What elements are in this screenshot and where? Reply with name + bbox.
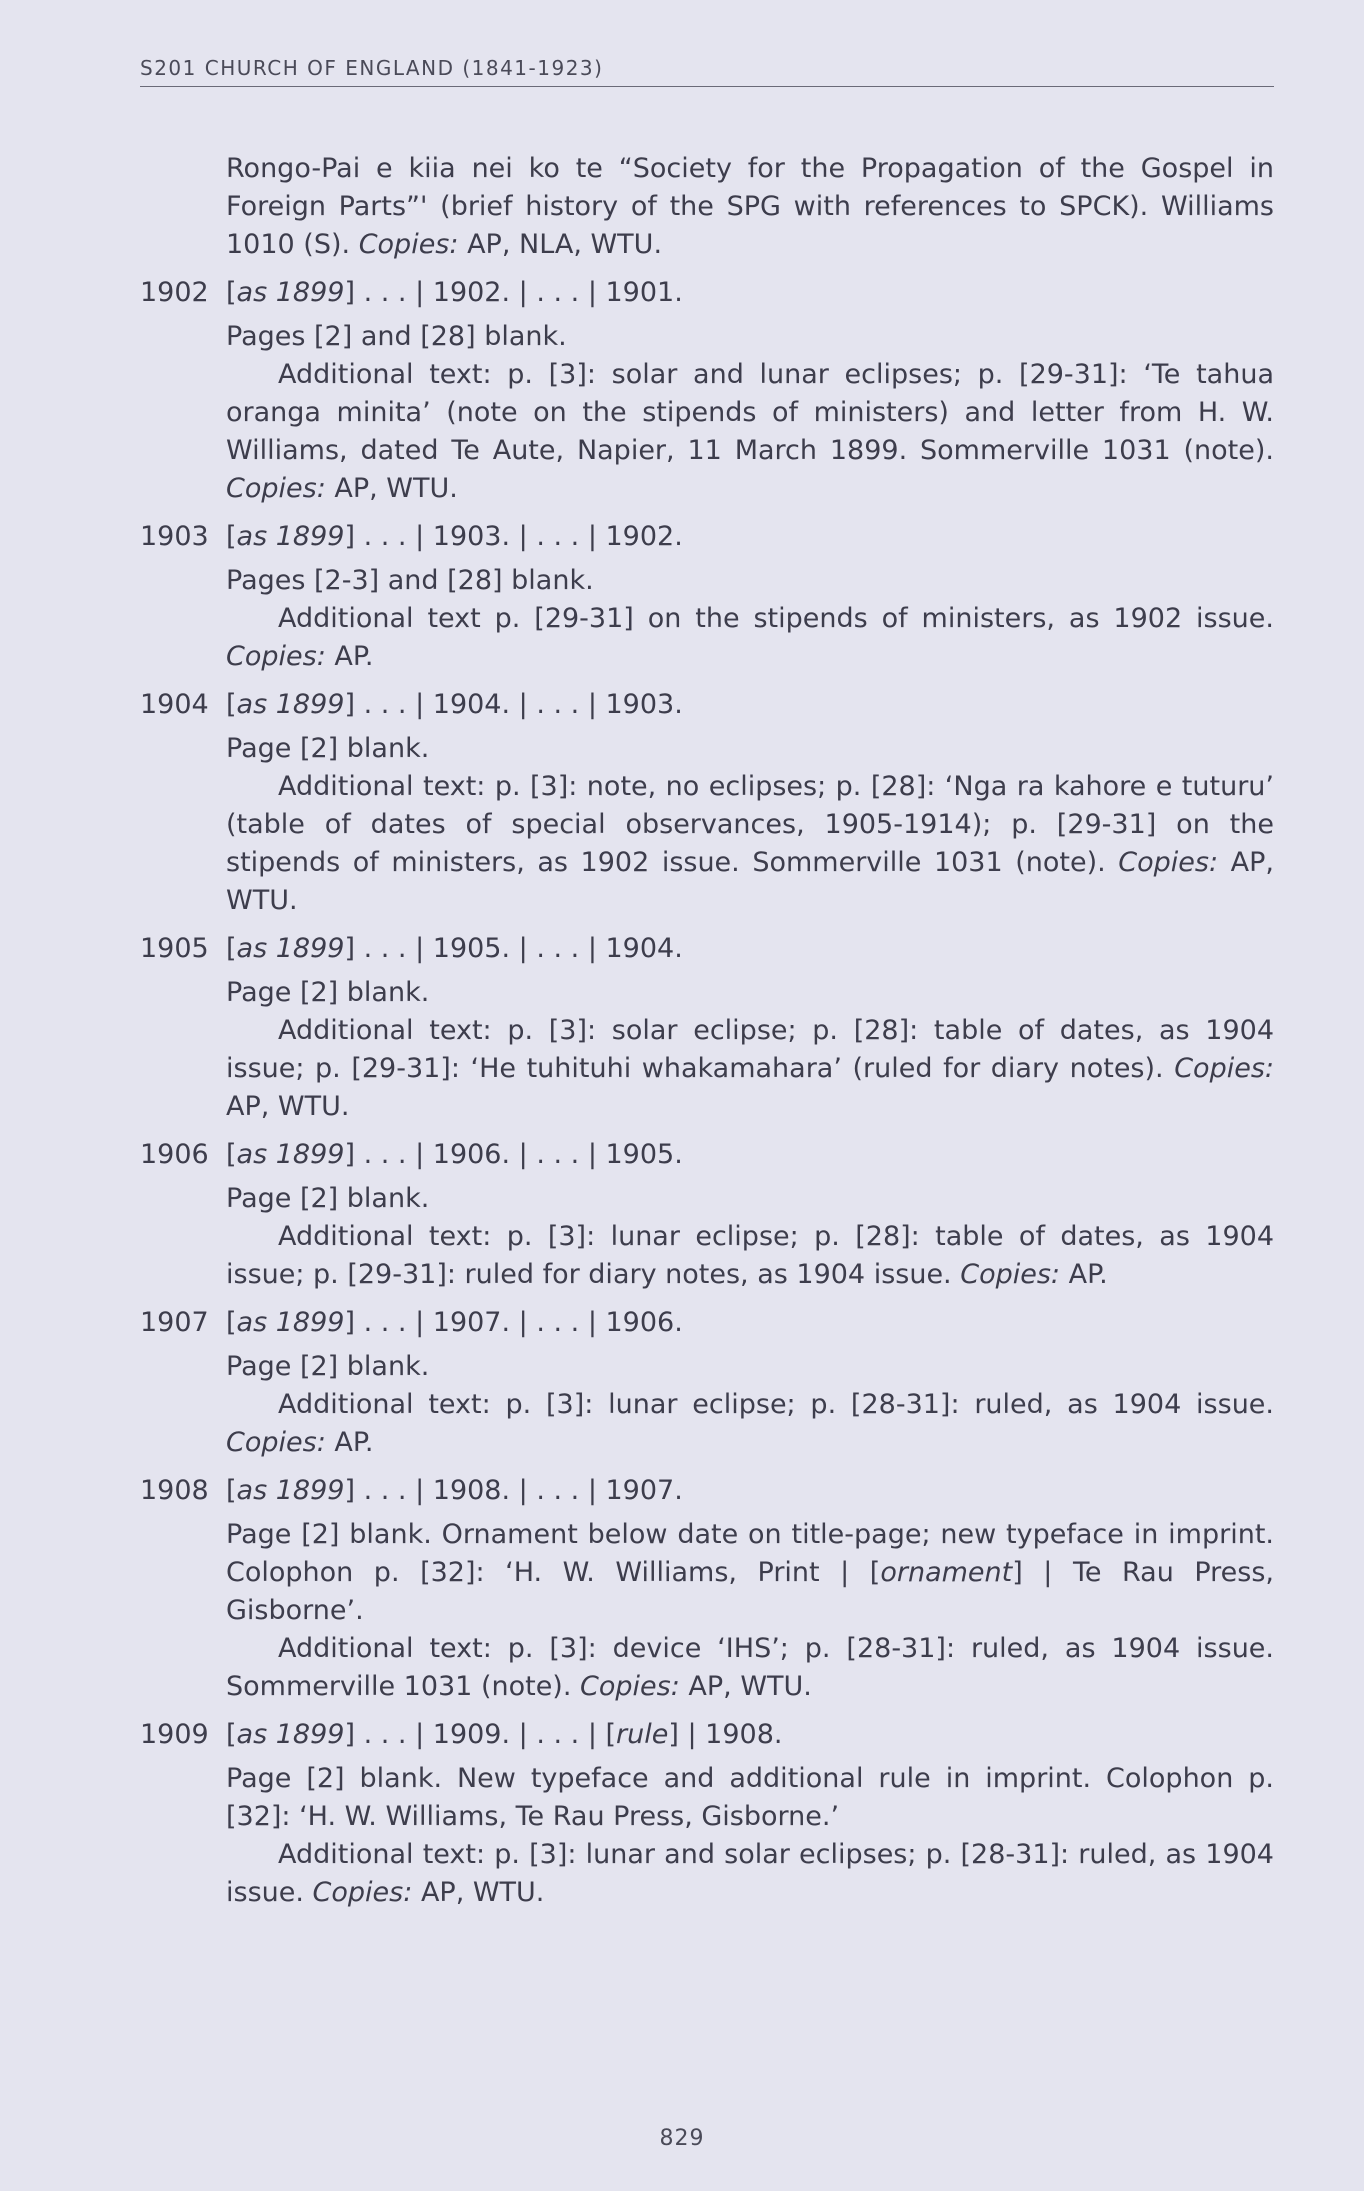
entry-year: 1905	[140, 933, 209, 964]
entry-text: Additional text: p. [3]: lunar eclipse; p. [28]: table of dates, as 1904 issue; p. [29-31]: ruled for diary notes, as 1904 issue. Copies: AP.	[226, 1221, 1274, 1290]
running-head: S201 CHURCH OF ENGLAND (1841-1923)	[140, 56, 1274, 87]
entry-1907	[140, 1304, 1274, 1462]
entry-year: 1907	[140, 1307, 209, 1338]
entry-year: 1909	[140, 1719, 209, 1750]
entry-1902	[140, 274, 1274, 508]
page-number: 829	[659, 2126, 705, 2151]
entry-pages: Page [2] blank.	[226, 1351, 430, 1382]
entry-title: [as 1899] . . . | 1906. | . . . | 1905.	[226, 1139, 683, 1170]
entry-1909	[140, 1716, 1274, 1912]
entry-year: 1908	[140, 1475, 209, 1506]
entry-pages: Page [2] blank.	[226, 733, 430, 764]
entry-pages: Page [2] blank.	[226, 1183, 430, 1214]
entry-text: Additional text: p. [3]: solar eclipse; p. [28]: table of dates, as 1904 issue; p. [29-31]: ‘He tuhituhi whakamahara’ (ruled for diary notes). Copies: AP, WTU.	[226, 1015, 1274, 1122]
entry-pages: Page [2] blank. Ornament below date on title-page; new typeface in imprint. Colophon p. [32]: ‘H. W. Williams, Print | [ornament] | Te Rau Press, Gisborne’.	[226, 1519, 1274, 1626]
entry-1906	[140, 1136, 1274, 1294]
page-body	[140, 150, 1274, 1912]
entry-1904	[140, 686, 1274, 920]
entry-pages: Pages [2] and [28] blank.	[226, 321, 567, 352]
entry-title: [as 1899] . . . | 1909. | . . . | [rule] | 1908.	[226, 1719, 783, 1750]
entry-year: 1906	[140, 1139, 209, 1170]
intro-paragraph	[140, 150, 1274, 264]
entry-title: [as 1899] . . . | 1902. | . . . | 1901.	[226, 277, 683, 308]
entry-title: [as 1899] . . . | 1905. | . . . | 1904.	[226, 933, 683, 964]
entry-pages: Page [2] blank. New typeface and additional rule in imprint. Colophon p. [32]: ‘H. W. Williams, Te Rau Press, Gisborne.’	[226, 1763, 1274, 1832]
entry-text: Additional text: p. [3]: device ‘IHS’; p. [28-31]: ruled, as 1904 issue. Sommerville 1031 (note). Copies: AP, WTU.	[226, 1633, 1274, 1702]
entry-title: [as 1899] . . . | 1908. | . . . | 1907.	[226, 1475, 683, 1506]
entry-year: 1903	[140, 521, 209, 552]
entry-title: [as 1899] . . . | 1904. | . . . | 1903.	[226, 689, 683, 720]
entry-year: 1904	[140, 689, 209, 720]
entry-text: Additional text: p. [3]: solar and lunar eclipses; p. [29-31]: ‘Te tahua oranga minita’ (note on the stipends of ministers) and letter from H. W. Williams, dated Te Aute, Napier, 11 March 1899. Sommerville 1031 (note). Copies: AP, WTU.	[226, 359, 1274, 504]
entry-text: Additional text: p. [3]: lunar eclipse; p. [28-31]: ruled, as 1904 issue. Copies: AP.	[226, 1389, 1274, 1458]
intro-text: Rongo-Pai e kiia nei ko te “Society for the Propagation of the Gospel in Foreign Parts”' (brief history of the SPG with references to SPCK). Williams 1010 (S).	[226, 153, 1274, 260]
intro-copies-label: Copies:	[358, 229, 459, 260]
entry-pages: Pages [2-3] and [28] blank.	[226, 565, 594, 596]
entry-text: Additional text: p. [3]: note, no eclipses; p. [28]: ‘Nga ra kahore e tuturu’ (table of dates of special observances, 1905-1914); p. [29-31] on the stipends of ministers, as 1902 issue. Sommerville 1031 (note). Copies: AP, WTU.	[226, 771, 1274, 916]
entry-1905	[140, 930, 1274, 1126]
entry-title: [as 1899] . . . | 1903. | . . . | 1902.	[226, 521, 683, 552]
entry-text: Additional text: p. [3]: lunar and solar eclipses; p. [28-31]: ruled, as 1904 issue. Copies: AP, WTU.	[226, 1839, 1274, 1908]
entry-title: [as 1899] . . . | 1907. | . . . | 1906.	[226, 1307, 683, 1338]
entry-1908	[140, 1472, 1274, 1706]
entry-1903	[140, 518, 1274, 676]
entry-pages: Page [2] blank.	[226, 977, 430, 1008]
entry-text: Additional text p. [29-31] on the stipends of ministers, as 1902 issue. Copies: AP.	[226, 603, 1274, 672]
entry-year: 1902	[140, 277, 209, 308]
intro-copies: AP, NLA, WTU.	[467, 229, 663, 260]
